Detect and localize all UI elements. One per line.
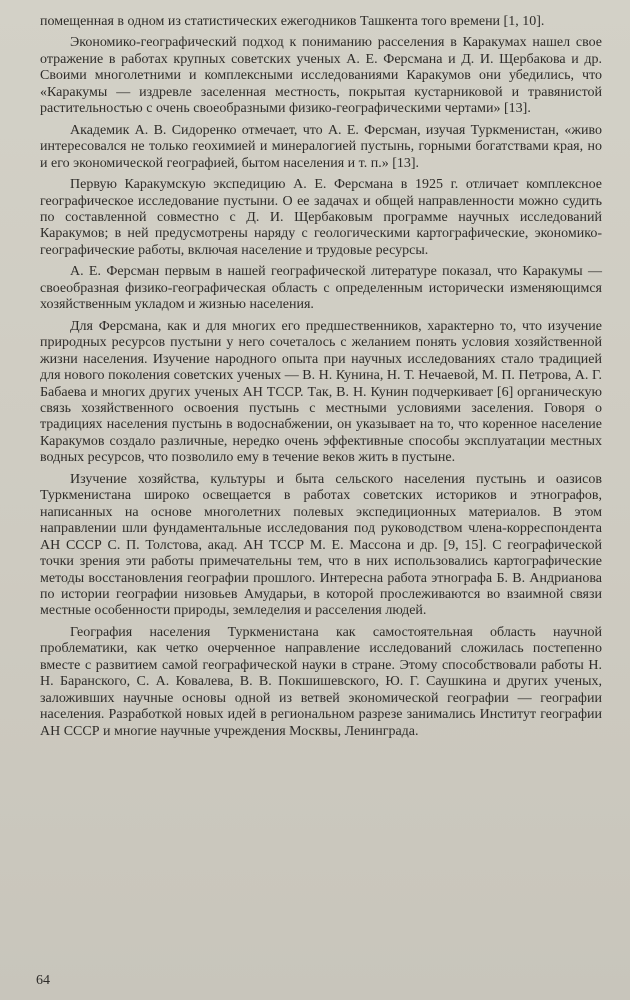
paragraph-3: Академик А. В. Сидоренко отмечает, что А. Е. Ферсман, изучая Туркменистан, «живо интересовался не только геохимией и минералогией пустынь, горными богатствами края, но и его экономической географией, бытом населения и т. п.» [13]. <box>40 122 602 171</box>
paragraph-5: А. Е. Ферсман первым в нашей географической литературе показал, что Каракумы — своеобразная физико-географическая область с определенным исторически изменяющимся хозяйственным укладом и жизнью населения. <box>40 264 602 313</box>
paragraph-8: География населения Туркменистана как самостоятельная область научной проблематики, как четко очерченное направление исследований сложилась постепенно вместе с развитием самой географической науки в стране. Этому способствовали работы Н. Н. Баранского, С. А. Ковалева, В. В. Покшишевского, Ю. Г. Саушкина и других ученых, заложивших научные основы одной из ветвей экономической географии — географии населения. Разработкой новых идей в региональном разрезе занимались Институт географии АН СССР и многие научные учреждения Москвы, Ленинграда. <box>40 624 602 739</box>
paragraph-4: Первую Каракумскую экспедицию А. Е. Ферсмана в 1925 г. отличает комплексное географическое исследование пустыни. О ее задачах и общей направленности можно судить по составленной совместно с Д. И. Щербаковым программе научных исследований Каракумов; в ней предусмотрены наряду с геологическими картографические, экономико-географические работы, включая население и трудовые ресурсы. <box>40 177 602 258</box>
body-text <box>40 14 602 740</box>
paragraph-7: Изучение хозяйства, культуры и быта сельского населения пустынь и оазисов Туркменистана широко освещается в работах советских историков и этнографов, написанных на основе многолетних полевых экспедиционных материалов. В этом направлении шли фундаментальные исследования под руководством члена-корреспондента АН СССР С. П. Толстова, акад. АН ТССР М. Е. Массона и др. [9, 15]. С географической точки зрения эти работы примечательны тем, что в них использовались картографические методы восстановления географии прошлого. Интересна работа этнографа Б. В. Андрианова по истории географии низовьев Амударьи, в которой прослеживаются во взаимной связи местные особенности природы, земледелия и расселения людей. <box>40 471 602 619</box>
paragraph-6: Для Ферсмана, как и для многих его предшественников, характерно то, что изучение природных ресурсов пустыни у него сочеталось с желанием понять условия хозяйственной жизни населения. Изучение народного опыта при научных исследованиях стало традицией для нового поколения советских ученых — В. Н. Кунина, Н. Т. Нечаевой, М. П. Петрова, А. Г. Бабаева и многих других ученых АН ТССР. Так, В. Н. Кунин подчеркивает [6] органическую связь хозяйственного освоения пустынь с местными условиями заселения. Говоря о традициях населения пустынь в водоснабжении, он указывает на то, что коренное население Каракумов создало различные, нередко очень эффективные способы эксплуатации местных водных ресурсов, что позволило ему в течение веков жить в пустыне. <box>40 318 602 466</box>
paragraph-2: Экономико-географический подход к пониманию расселения в Каракумах нашел свое отражение в работах крупных советских ученых А. Е. Ферсмана и Д. И. Щербакова и др. Своими многолетними и комплексными исследованиями Каракумов они убедились, что «Каракумы — издревле заселенная местность, покрытая кустарниковой и травянистой растительностью с очень своеобразными физико-географическими чертами» [13]. <box>40 35 602 117</box>
page-number: 64 <box>36 973 50 988</box>
paragraph-1: помещенная в одном из статистических ежегодников Ташкента того времени [1, 10]. <box>40 14 545 29</box>
